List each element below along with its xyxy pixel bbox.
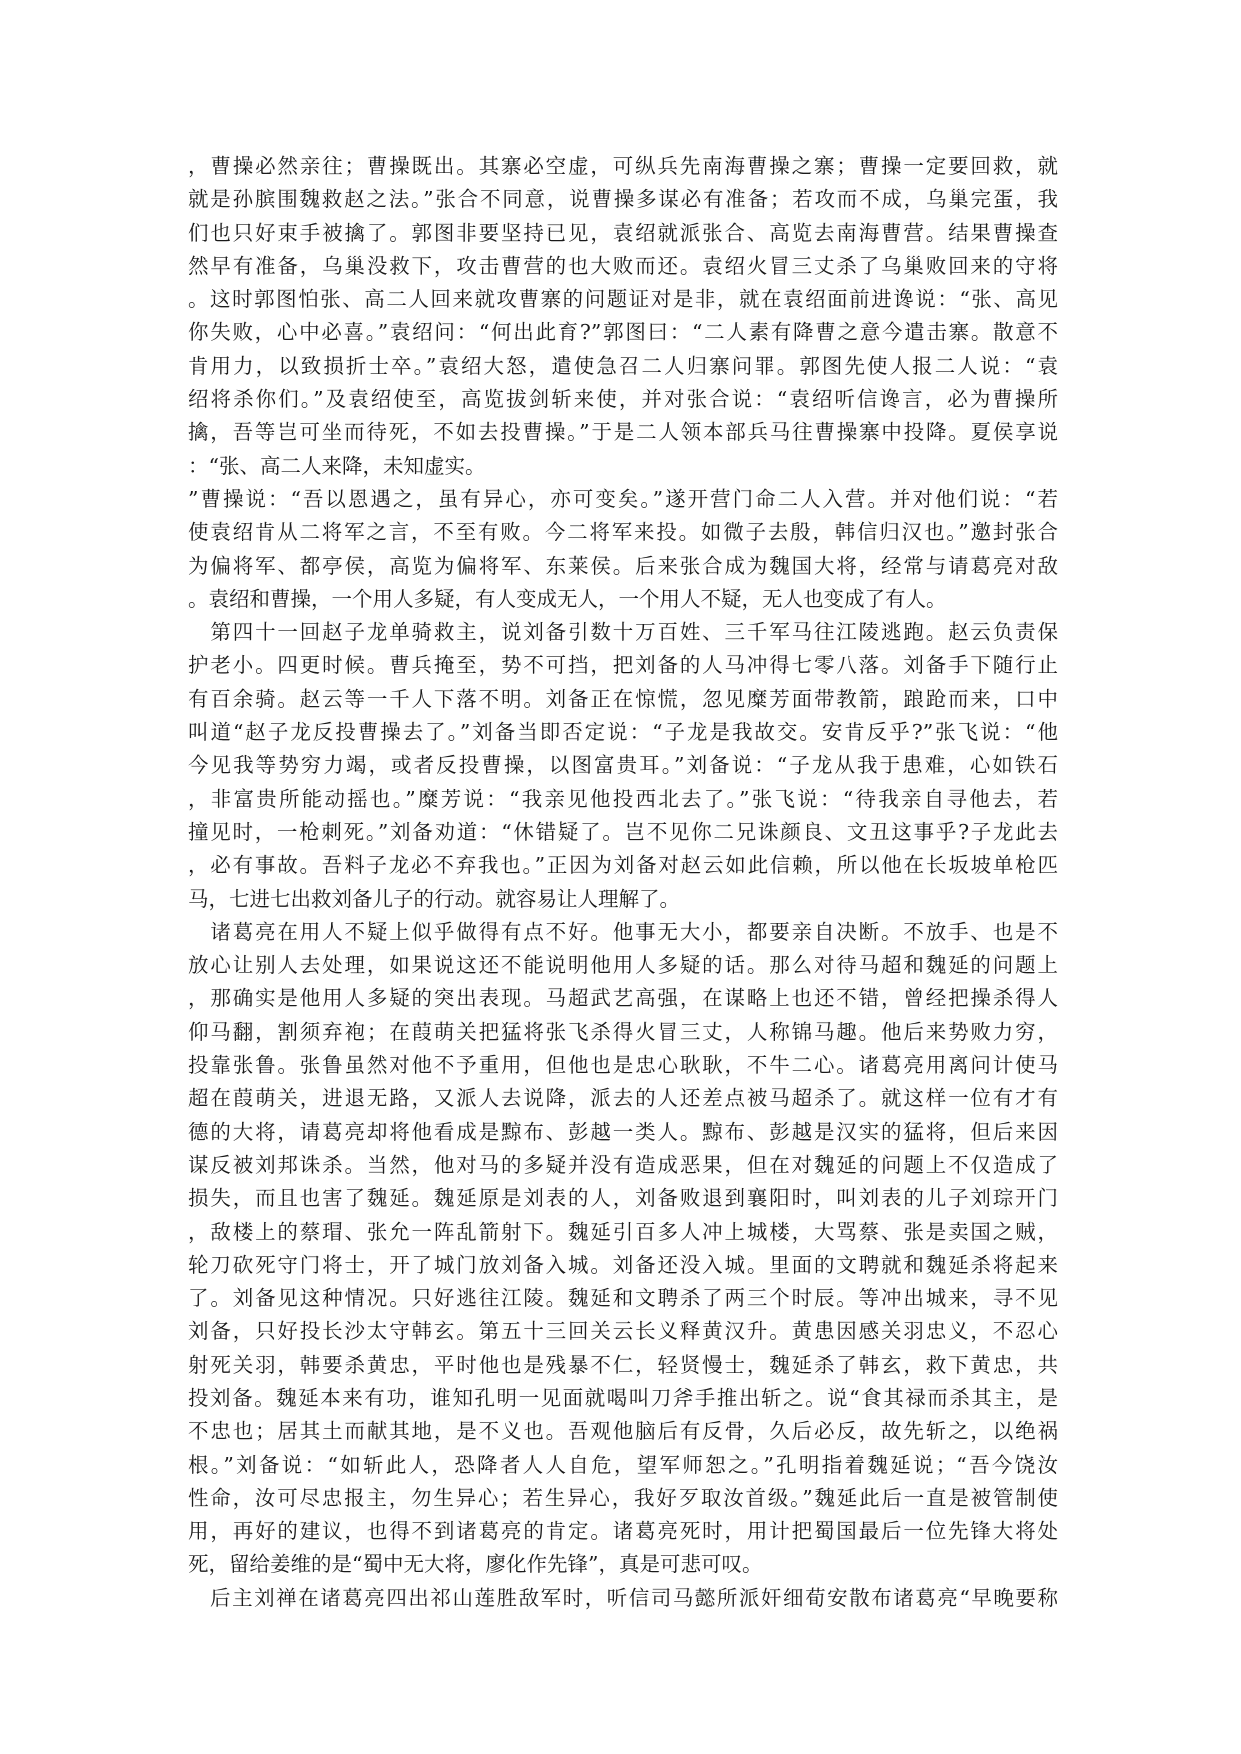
text-line: 你失败，心中必喜。”袁绍问：“何出此育?”郭图曰：“二人素有降曹之意今遣击寨。散意不 [188, 320, 1058, 345]
text-line: 后主刘禅在诸葛亮四出祁山莲胜敌军时，听信司马懿所派奸细荀安散布诸葛亮“早晚要称 [188, 1585, 1058, 1610]
text-line: ，曹操必然亲往；曹操既出。其寨必空虚，可纵兵先南海曹操之寨；曹操一定要回救，就 [188, 154, 1058, 178]
text-line: 然早有准备，乌巢没救下，攻击曹营的也大败而还。袁绍火冒三丈杀了乌巢败回来的守将 [188, 253, 1058, 278]
text-line: 撞见时，一枪刺死。”刘备劝道：“休错疑了。岂不见你二兄诛颜良、文丑这事乎?子龙此去 [188, 819, 1058, 844]
text-line: 。这时郭图怕张、高二人回来就攻曹寨的问题证对是非，就在袁绍面前进谗说：“张、高见 [188, 287, 1058, 312]
text-line: 根。”刘备说：“如斩此人，恐降者人人自危，望军师恕之。”孔明指着魏延说；“吾今饶汝 [188, 1452, 1058, 1477]
text-line: 投靠张鲁。张鲁虽然对他不予重用，但他也是忠心耿耿，不牛二心。诸葛亮用离问计使马 [188, 1053, 1058, 1078]
text-line: 今见我等势穷力竭，或者反投曹操，以图富贵耳。”刘备说：“子龙从我于患难，心如铁石 [188, 753, 1058, 778]
text-line: ”曹操说：“吾以恩遇之，虽有异心，亦可变矣。”遂开营门命二人入营。并对他们说：“若 [188, 486, 1058, 511]
text-line: ，非富贵所能动摇也。”糜芳说：“我亲见他投西北去了。”张飞说：“待我亲自寻他去，若 [188, 786, 1058, 811]
text-line: 。袁绍和曹操，一个用人多疑，有人变成无人，一个用人不疑，无人也变成了有人。 [188, 586, 947, 611]
text-line: 肯用力，以致损折士卒。”袁绍大怒，遣使急召二人归寨问罪。郭图先使人报二人说：“袁 [188, 353, 1058, 378]
text-line: ，那确实是他用人多疑的突出表现。马超武艺高强，在谋略上也还不错，曾经把操杀得人 [188, 986, 1058, 1011]
text-line: 刘备，只好投长沙太守韩玄。第五十三回关云长义释黄汉升。黄患因感关羽忠义，不忍心 [188, 1319, 1058, 1344]
text-line: 诸葛亮在用人不疑上似乎做得有点不好。他事无大小，都要亲自决断。不放手、也是不 [188, 919, 1058, 944]
text-line: ，必有事故。吾料子龙必不弃我也。”正因为刘备对赵云如此信赖，所以他在长坂坡单枪匹 [188, 853, 1058, 878]
text-line: 投刘备。魏延本来有功，谁知孔明一见面就喝叫刀斧手推出斩之。说“食其禄而杀其主，是 [188, 1385, 1058, 1410]
text-line: 轮刀砍死守门将士，开了城门放刘备入城。刘备还没入城。里面的文聘就和魏延杀将起来 [188, 1252, 1058, 1277]
text-line: 们也只好束手被擒了。郭图非要坚持已见，袁绍就派张合、高览去南海曹营。结果曹操查 [188, 220, 1058, 245]
text-line: 仰马翻，割须弃袍；在葭萌关把猛将张飞杀得火冒三丈，人称锦马趣。他后来势败力穷， [188, 1019, 1058, 1044]
text-line: 不忠也；居其土而献其地，是不义也。吾观他脑后有反骨，久后必反，故先斩之，以绝祸 [188, 1419, 1058, 1444]
text-line: 用，再好的建议，也得不到诸葛亮的肯定。诸葛亮死时，用计把蜀国最后一位先锋大将处 [188, 1519, 1058, 1544]
text-line: 擒，吾等岂可坐而待死，不如去投曹操。”于是二人领本部兵马往曹操寨中投降。夏侯享说 [188, 420, 1058, 445]
text-line: ，敌楼上的蔡瑁、张允一阵乱箭射下。魏延引百多人冲上城楼，大骂蔡、张是卖国之贼， [188, 1219, 1058, 1244]
text-line: 死，留给姜维的是“蜀中无大将，廖化作先锋”，真是可悲可叹。 [188, 1552, 763, 1577]
text-line: 第四十一回赵子龙单骑救主，说刘备引数十万百姓、三千军马往江陵逃跑。赵云负责保 [188, 620, 1058, 645]
text-line: 护老小。四更时候。曹兵掩至，势不可挡，把刘备的人马冲得七零八落。刘备手下随行止 [188, 653, 1058, 678]
text-line: ：“张、高二人来降，未知虚实。 [188, 453, 486, 478]
text-line: 损失，而且也害了魏延。魏延原是刘表的人，刘备败退到襄阳时，叫刘表的儿子刘琮开门 [188, 1186, 1058, 1211]
text-line: 谋反被刘邦诛杀。当然，他对马的多疑并没有造成恶果，但在对魏延的问题上不仅造成了 [188, 1152, 1058, 1177]
text-line: 就是孙膑围魏救赵之法。”张合不同意，说曹操多谋必有准备；若攻而不成，乌巢完蛋，我 [188, 187, 1058, 212]
body-text [188, 150, 1058, 1615]
text-line: 为偏将军、都亭侯，高览为偏将军、东莱侯。后来张合成为魏国大将，经常与请葛亮对敌 [188, 553, 1058, 578]
text-line: 性命，汝可尽忠报主，勿生异心；若生异心，我好歹取汝首级。”魏延此后一直是被管制使 [188, 1485, 1058, 1510]
text-line: 叫道“赵子龙反投曹操去了。”刘备当即否定说：“子龙是我故交。安肯反乎?”张飞说：“他 [188, 720, 1058, 745]
text-line: 绍将杀你们。”及袁绍使至，高览拔剑斩来使，并对张合说：“袁绍听信谗言，必为曹操所 [188, 387, 1058, 412]
text-line: 射死关羽，韩要杀黄忠，平时他也是残暴不仁，轻贤慢士，魏延杀了韩玄，救下黄忠，共 [188, 1352, 1058, 1377]
text-line: 了。刘备见这种情况。只好逃往江陵。魏延和文聘杀了两三个时辰。等冲出城来，寻不见 [188, 1286, 1058, 1311]
text-line: 马，七进七出救刘备儿子的行动。就容易让人理解了。 [188, 886, 680, 911]
text-line: 德的大将，请葛亮却将他看成是黥布、彭越一类人。黥布、彭越是汉实的猛将，但后来因 [188, 1119, 1058, 1144]
text-line: 超在葭萌关，进退无路，又派人去说降，派去的人还差点被马超杀了。就这样一位有才有 [188, 1086, 1058, 1111]
text-line: 有百余骑。赵云等一千人下落不明。刘备正在惊慌，忽见糜芳面带教箭，踉跄而来，口中 [188, 686, 1058, 711]
text-line: 放心让别人去处理，如果说这还不能说明他用人多疑的话。那么对待马超和魏延的问题上 [188, 953, 1058, 978]
text-line: 使袁绍肯从二将军之言，不至有败。今二将军来投。如微子去殷，韩信归汉也。”邀封张合 [188, 520, 1058, 545]
